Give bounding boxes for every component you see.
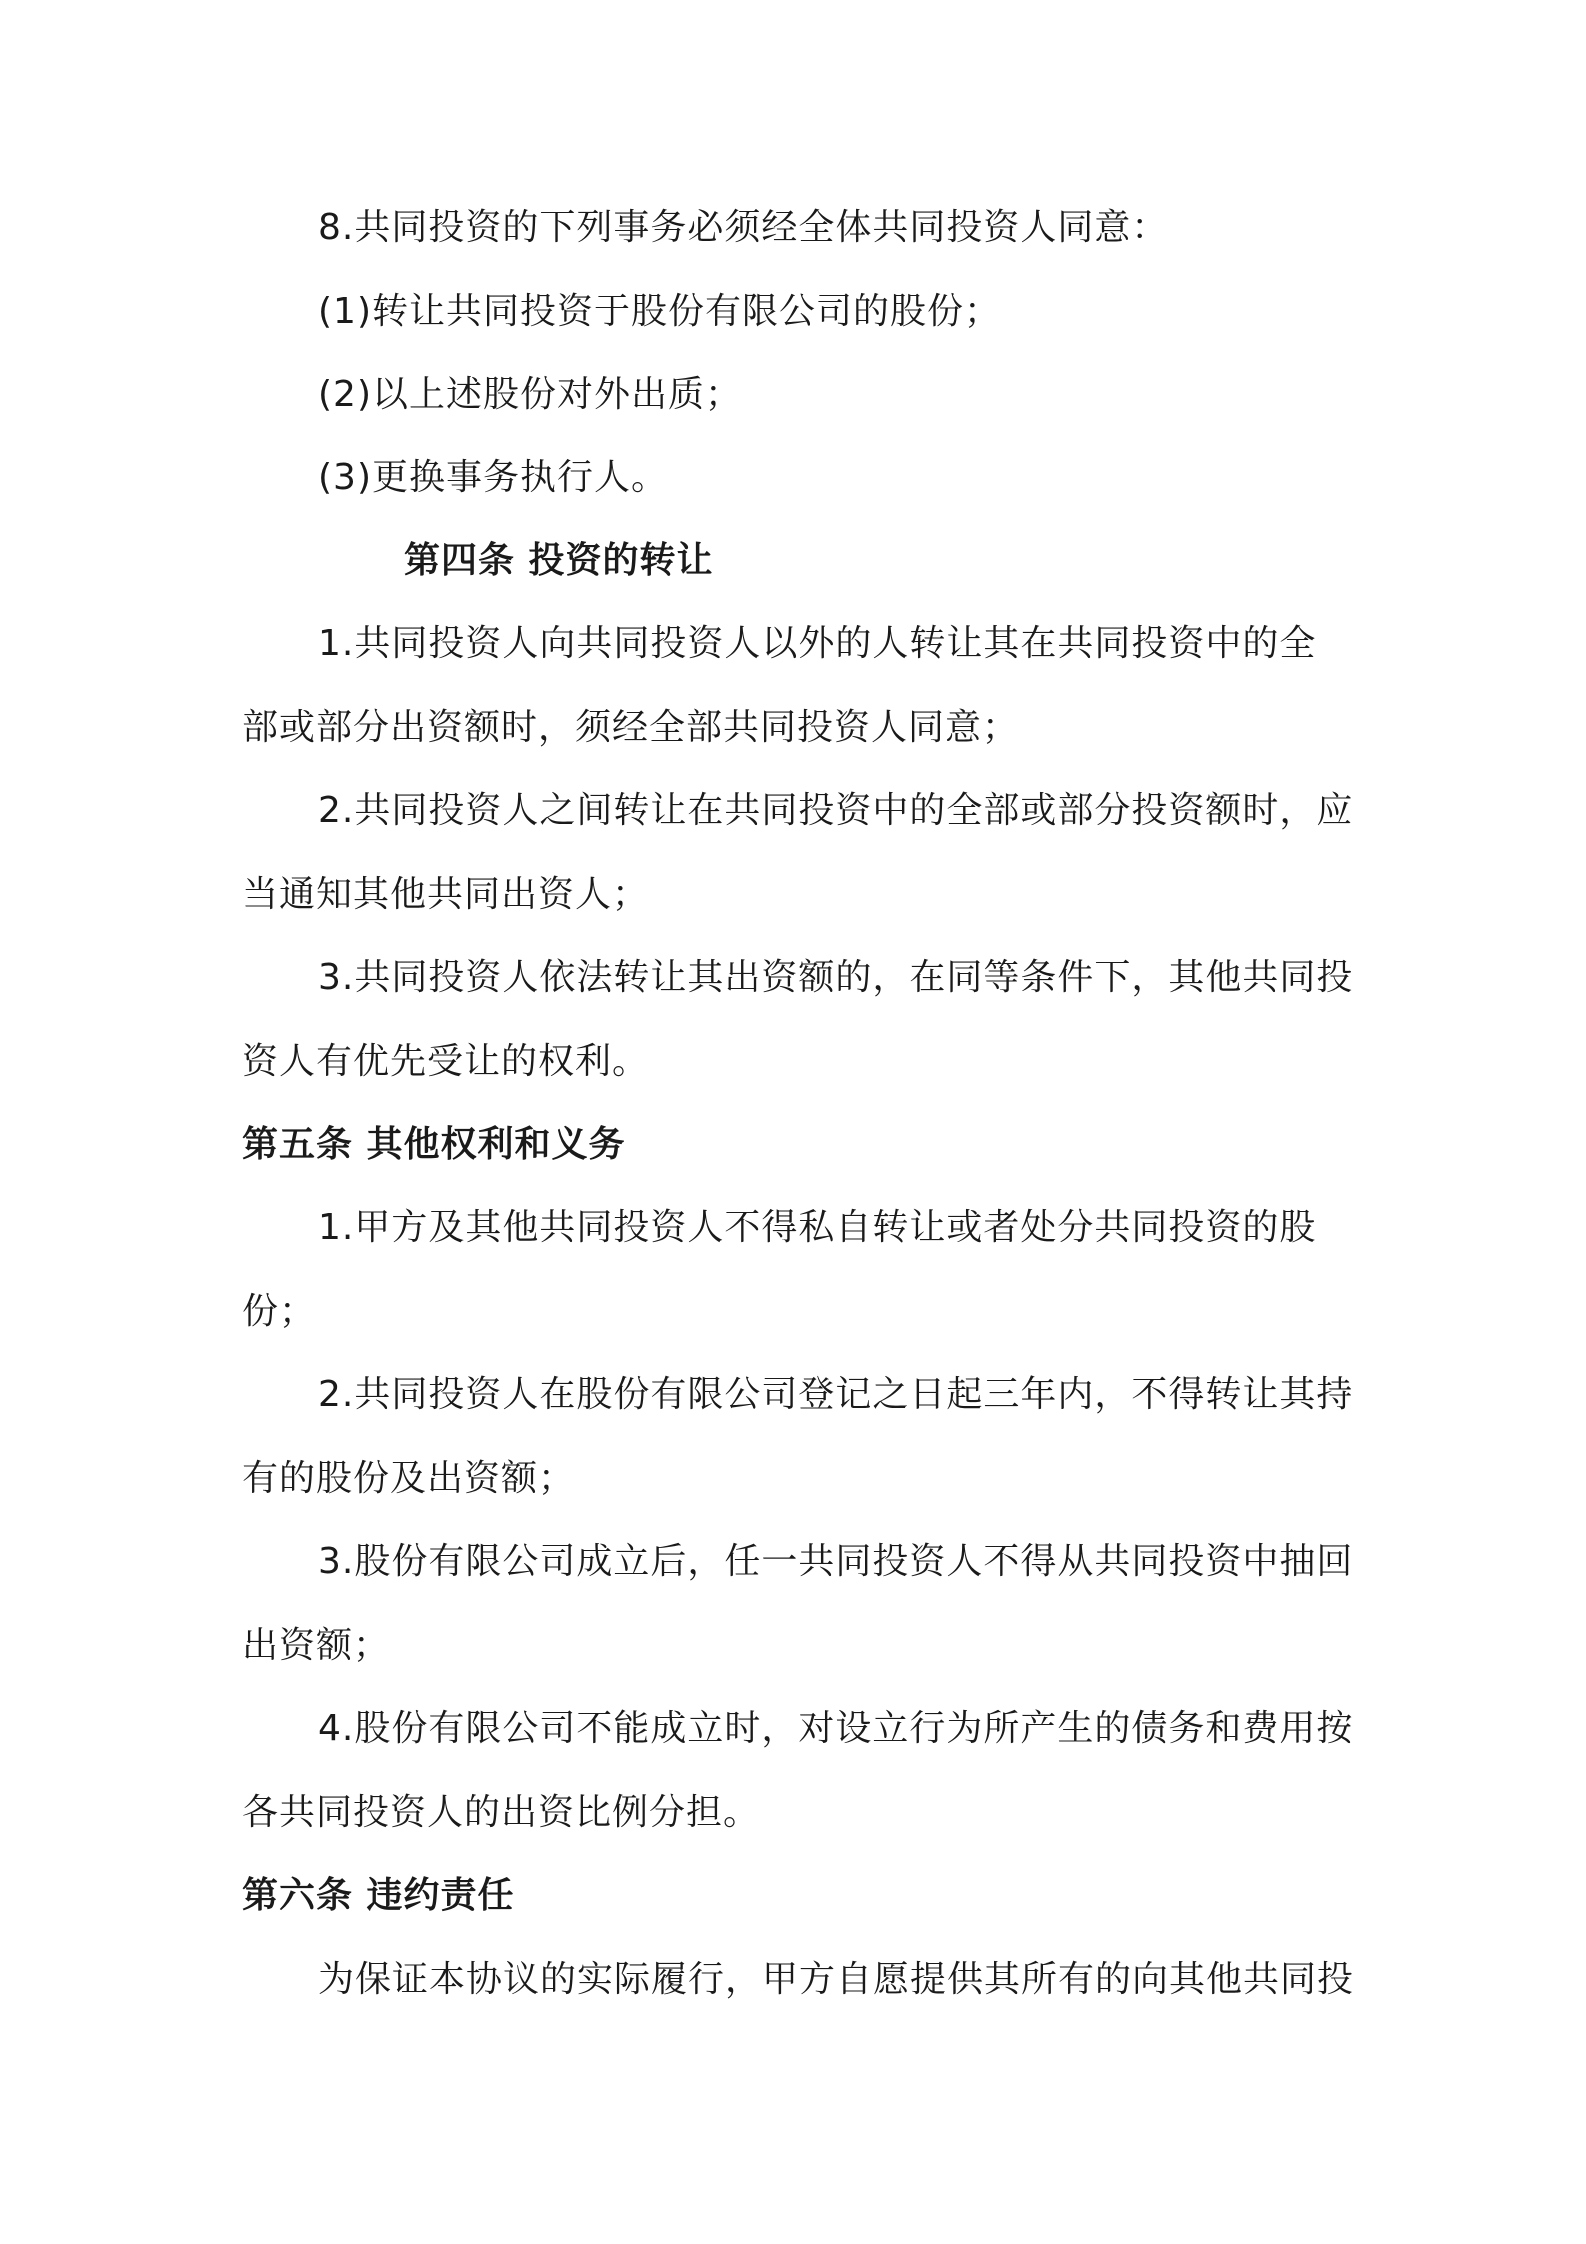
section-5-para-3-line-1: 3.股份有限公司成立后，任一共同投资人不得从共同投资中抽回 [318,1541,1354,1582]
section-4-para-3-line-1: 3.共同投资人依法转让其出资额的，在同等条件下，其他共同投 [318,957,1354,998]
section-4-para-2-line-2: 当通知其他共同出资人； [242,874,650,915]
section-6-para-1-line-1: 为保证本协议的实际履行，甲方自愿提供其所有的向其他共同投 [318,1959,1355,2000]
section-heading-5: 第五条 其他权利和义务 [242,1124,626,1165]
section-heading-4: 第四条 投资的转让 [404,540,714,581]
section-5-para-1-line-2: 份； [242,1291,317,1332]
section-5-para-1-line-1: 1.甲方及其他共同投资人不得私自转让或者处分共同投资的股 [318,1207,1317,1248]
clause-8-intro: 8.共同投资的下列事务必须经全体共同投资人同意： [318,207,1169,248]
section-5-para-2-line-1: 2.共同投资人在股份有限公司登记之日起三年内，不得转让其持 [318,1374,1354,1415]
clause-8-item-1: (1)转让共同投资于股份有限公司的股份； [318,291,1001,332]
clause-8-item-2: (2)以上述股份对外出质； [318,374,742,415]
section-5-para-4-line-2: 各共同投资人的出资比例分担。 [242,1792,761,1833]
section-heading-6: 第六条 违约责任 [242,1875,515,1916]
section-4-para-1-line-2: 部或部分出资额时，须经全部共同投资人同意； [242,707,1020,748]
section-5-para-3-line-2: 出资额； [242,1625,391,1666]
section-4-para-1-line-1: 1.共同投资人向共同投资人以外的人转让其在共同投资中的全 [318,623,1317,664]
clause-8-item-3: (3)更换事务执行人。 [318,457,668,498]
section-5-para-4-line-1: 4.股份有限公司不能成立时，对设立行为所产生的债务和费用按 [318,1708,1354,1749]
section-4-para-3-line-2: 资人有优先受让的权利。 [242,1041,650,1082]
section-5-para-2-line-2: 有的股份及出资额； [242,1458,576,1499]
section-4-para-2-line-1: 2.共同投资人之间转让在共同投资中的全部或部分投资额时，应 [318,790,1354,831]
